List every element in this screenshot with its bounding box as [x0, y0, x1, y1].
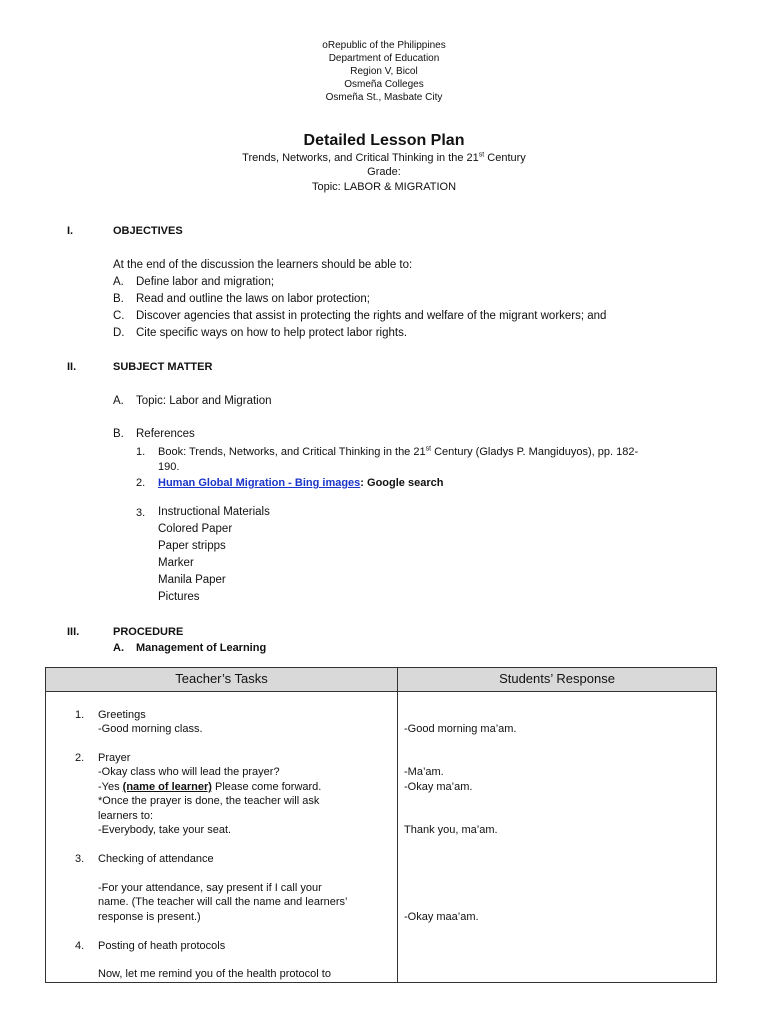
- task-line: -Everybody, take your seat.: [98, 824, 232, 836]
- material-item: Colored Paper: [158, 523, 233, 535]
- grade-line: Grade:: [367, 166, 401, 178]
- objectives-intro: At the end of the discussion the learners should be able to:: [113, 259, 413, 271]
- header-address: Osmeña St., Masbate City: [325, 92, 443, 103]
- objective-item: B. Read and outline the laws on labor protection;: [113, 293, 370, 305]
- task-line: -Yes (name of learner) Please come forward.: [98, 781, 322, 793]
- task-line: -For your attendance, say present if I call your: [98, 882, 322, 894]
- column-header-students: Students’ Response: [499, 671, 615, 686]
- section-number: II.: [67, 361, 77, 373]
- task-number: 3.: [75, 853, 85, 865]
- material-item: Pictures: [158, 591, 200, 603]
- task-title: Prayer: [98, 752, 131, 764]
- section-number: III.: [67, 626, 80, 638]
- section-title-procedure: PROCEDURE: [113, 626, 184, 638]
- task-line: response is present.): [98, 911, 201, 923]
- section-title-subject-matter: SUBJECT MATTER: [113, 361, 213, 373]
- task-title: Checking of attendance: [98, 853, 214, 865]
- document-title: Detailed Lesson Plan: [303, 132, 465, 149]
- header-republic: oRepublic of the Philippines: [322, 40, 446, 51]
- student-response: -Good morning ma’am.: [404, 723, 517, 735]
- task-title: Posting of heath protocols: [98, 940, 226, 952]
- column-header-teacher: Teacher’s Tasks: [175, 671, 268, 686]
- task-line: learners to:: [98, 810, 154, 822]
- topic-line: Topic: LABOR & MIGRATION: [311, 181, 457, 193]
- bing-images-link[interactable]: Human Global Migration - Bing images: [158, 477, 361, 489]
- task-line: Now, let me remind you of the health protocol to: [98, 968, 331, 980]
- student-response: -Okay maa’am.: [404, 911, 479, 923]
- section-title-objectives: OBJECTIVES: [113, 225, 183, 237]
- section-number: I.: [67, 225, 74, 237]
- materials-title: Instructional Materials: [158, 506, 270, 518]
- task-line: *Once the prayer is done, the teacher will ask: [98, 795, 320, 807]
- task-title: Greetings: [98, 709, 146, 721]
- column-divider: [397, 668, 398, 982]
- student-response: Thank you, ma’am.: [404, 824, 498, 836]
- objective-item: C. Discover agencies that assist in protecting the rights and welfare of the migrant workers; and: [113, 310, 607, 322]
- header-department: Department of Education: [328, 53, 440, 64]
- header-school: Osmeña Colleges: [344, 79, 424, 90]
- task-number: 2.: [75, 752, 85, 764]
- reference-number: 2.: [136, 477, 146, 489]
- student-response: -Ma’am.: [404, 766, 444, 778]
- course-title: Trends, Networks, and Critical Thinking in the 21st Century: [242, 151, 526, 164]
- task-number: 1.: [75, 709, 85, 721]
- material-item: Marker: [158, 557, 194, 569]
- task-line: name. (The teacher will call the name and learners’: [98, 896, 348, 908]
- material-item: Manila Paper: [158, 574, 226, 586]
- student-response: -Okay ma’am.: [404, 781, 473, 793]
- lesson-table: [45, 667, 717, 983]
- objective-item: A. Define labor and migration;: [113, 276, 275, 288]
- header-region: Region V, Bicol: [350, 66, 418, 77]
- management-of-learning: A. Management of Learning: [113, 642, 267, 654]
- task-line: -Good morning class.: [98, 723, 203, 735]
- task-line: -Okay class who will lead the prayer?: [98, 766, 280, 778]
- reference-number: 3.: [136, 507, 146, 519]
- reference-web: Human Global Migration - Bing images: Google search: [158, 477, 444, 489]
- material-item: Paper stripps: [158, 540, 226, 552]
- task-number: 4.: [75, 940, 85, 952]
- subject-topic: A. Topic: Labor and Migration: [113, 395, 272, 407]
- objective-item: D. Cite specific ways on how to help protect labor rights.: [113, 327, 408, 339]
- reference-book-pages: 190.: [158, 461, 180, 473]
- subject-references: B. References: [113, 428, 195, 440]
- reference-number: 1.: [136, 446, 146, 458]
- reference-book: Book: Trends, Networks, and Critical Thinking in the 21st Century (Gladys P. Mangiduyos), pp. 182-: [158, 445, 639, 458]
